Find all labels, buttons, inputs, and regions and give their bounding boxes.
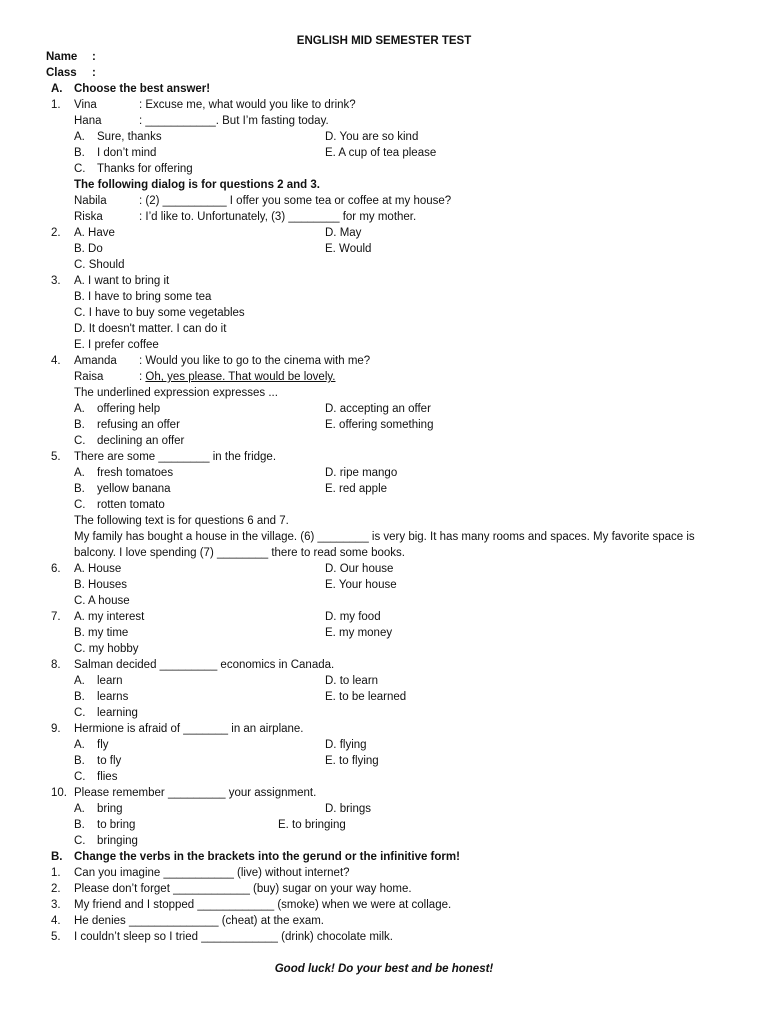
q8-option-c-letter: C. [74,707,86,719]
b-item-4-number: 4. [51,915,61,927]
class-label: Class [46,67,77,79]
q9-option-d: D. flying [325,739,367,751]
q1-option-b: I don’t mind [97,147,157,159]
closing-message: Good luck! Do your best and be honest! [274,963,494,975]
q9-option-b: to fly [97,755,122,767]
q9-option-c-letter: C. [74,771,86,783]
class-colon: : [92,67,96,79]
q1-option-c: Thanks for offering [97,163,193,175]
q4-option-e: E. offering something [325,419,434,431]
q7-option-a: A. my interest [74,611,145,623]
q5-option-d: D. ripe mango [325,467,398,479]
q9-option-e: E. to flying [325,755,379,767]
q9-option-c: flies [97,771,118,783]
q1-speaker2: Hana [74,115,102,127]
q5-option-c: rotten tomato [97,499,165,511]
b-item-5: I couldn’t sleep so I tried ____________ (drink) chocolate milk. [74,931,393,943]
q3-option-c: C. I have to buy some vegetables [74,307,245,319]
b-item-5-number: 5. [51,931,61,943]
section-b-marker: B. [51,851,63,863]
b-item-1-number: 1. [51,867,61,879]
q5-option-e: E. red apple [325,483,388,495]
q2-option-c: C. Should [74,259,125,271]
b-item-2-number: 2. [51,883,61,895]
q8-option-c: learning [97,707,138,719]
q9-number: 9. [51,723,61,735]
q8-option-d: D. to learn [325,675,379,687]
q8-option-a: learn [97,675,123,687]
section-a-marker: A. [51,83,63,95]
q1-speaker1: Vina [74,99,97,111]
q4-stem: The underlined expression expresses ... [74,387,278,399]
q9-option-a: fly [97,739,109,751]
q4-option-c: declining an offer [97,435,185,447]
text-intro: The following text is for questions 6 and 7. [74,515,289,527]
b-item-4: He denies ______________ (cheat) at the exam. [74,915,324,927]
q10-option-c-letter: C. [74,835,86,847]
q7-option-b: B. my time [74,627,129,639]
section-a-title: Choose the best answer! [74,83,211,95]
q3-option-b: B. I have to bring some tea [74,291,212,303]
q8-option-b: learns [97,691,129,703]
dialog-speaker1: Nabila [74,195,107,207]
q10-option-e: E. to bringing [278,819,346,831]
q6-option-e: E. Your house [325,579,397,591]
q4-line1: : Would you like to go to the cinema with me? [139,355,371,367]
q5-option-c-letter: C. [74,499,86,511]
q5-option-b: yellow banana [97,483,171,495]
q8-option-a-letter: A. [74,675,85,687]
q1-option-b-letter: B. [74,147,85,159]
q9-option-b-letter: B. [74,755,85,767]
q10-option-d: D. brings [325,803,372,815]
q5-option-a-letter: A. [74,467,85,479]
q4-option-b-letter: B. [74,419,85,431]
q7-option-c: C. my hobby [74,643,139,655]
q4-option-a-letter: A. [74,403,85,415]
q5-number: 5. [51,451,61,463]
q10-option-a-letter: A. [74,803,85,815]
q2-option-b: B. Do [74,243,103,255]
dialog-line1: : (2) __________ I offer you some tea or coffee at my house? [139,195,452,207]
q10-number: 10. [51,787,67,799]
q2-option-a: A. Have [74,227,115,239]
q7-number: 7. [51,611,61,623]
q8-option-b-letter: B. [74,691,85,703]
b-item-2: Please don’t forget ____________ (buy) sugar on your way home. [74,883,412,895]
q3-option-a: A. I want to bring it [74,275,170,287]
q4-option-d: D. accepting an offer [325,403,431,415]
q1-option-d: D. You are so kind [325,131,419,143]
q5-option-a: fresh tomatoes [97,467,174,479]
dialog-line2: : I’d like to. Unfortunately, (3) ________ for my mother. [139,211,417,223]
q1-line2: : ___________. But I’m fasting today. [139,115,329,127]
b-item-1: Can you imagine ___________ (live) without internet? [74,867,350,879]
q8-option-e: E. to be learned [325,691,407,703]
q2-option-e: E. Would [325,243,372,255]
q8-number: 8. [51,659,61,671]
q6-option-d: D. Our house [325,563,394,575]
q2-number: 2. [51,227,61,239]
q4-option-c-letter: C. [74,435,86,447]
passage-line2: balcony. I love spending (7) ________ there to read some books. [74,547,405,559]
q9-stem: Hermione is afraid of _______ in an airplane. [74,723,304,735]
q6-option-a: A. House [74,563,122,575]
q1-number: 1. [51,99,61,111]
q7-option-d: D. my food [325,611,381,623]
q5-stem: There are some ________ in the fridge. [74,451,277,463]
b-item-3: My friend and I stopped ____________ (smoke) when we were at collage. [74,899,452,911]
q4-line2 [139,369,335,385]
q7-option-e: E. my money [325,627,393,639]
q6-option-b: B. Houses [74,579,128,591]
q4-option-a: offering help [97,403,161,415]
q10-option-a: bring [97,803,123,815]
q1-line1: : Excuse me, what would you like to drink? [139,99,356,111]
q10-stem: Please remember _________ your assignment. [74,787,317,799]
q9-option-a-letter: A. [74,739,85,751]
q4-line2-prefix: : [139,371,146,383]
q1-option-a: Sure, thanks [97,131,162,143]
q1-option-a-letter: A. [74,131,85,143]
page-title: ENGLISH MID SEMESTER TEST [296,35,472,47]
q4-speaker1: Amanda [74,355,117,367]
q3-number: 3. [51,275,61,287]
q4-number: 4. [51,355,61,367]
q6-number: 6. [51,563,61,575]
q2-option-d: D. May [325,227,362,239]
q8-stem: Salman decided _________ economics in Canada. [74,659,335,671]
q3-option-e: E. I prefer coffee [74,339,159,351]
q10-option-b-letter: B. [74,819,85,831]
q1-option-e: E. A cup of tea please [325,147,437,159]
q5-option-b-letter: B. [74,483,85,495]
passage-line1: My family has bought a house in the village. (6) ________ is very big. It has many rooms and spaces. My favorite space is [74,531,695,543]
q4-speaker2: Raisa [74,371,104,383]
name-label: Name [46,51,78,63]
name-colon: : [92,51,96,63]
dialog-speaker2: Riska [74,211,103,223]
b-item-3-number: 3. [51,899,61,911]
section-b-title: Change the verbs in the brackets into the gerund or the infinitive form! [74,851,460,863]
q10-option-c: bringing [97,835,138,847]
q6-option-c: C. A house [74,595,130,607]
q1-option-c-letter: C. [74,163,86,175]
q3-option-d: D. It doesn't matter. I can do it [74,323,227,335]
dialog-intro: The following dialog is for questions 2 and 3. [74,179,320,191]
q4-underlined-expression: Oh, yes please. That would be lovely. [145,371,336,383]
q10-option-b: to bring [97,819,136,831]
q4-option-b: refusing an offer [97,419,180,431]
